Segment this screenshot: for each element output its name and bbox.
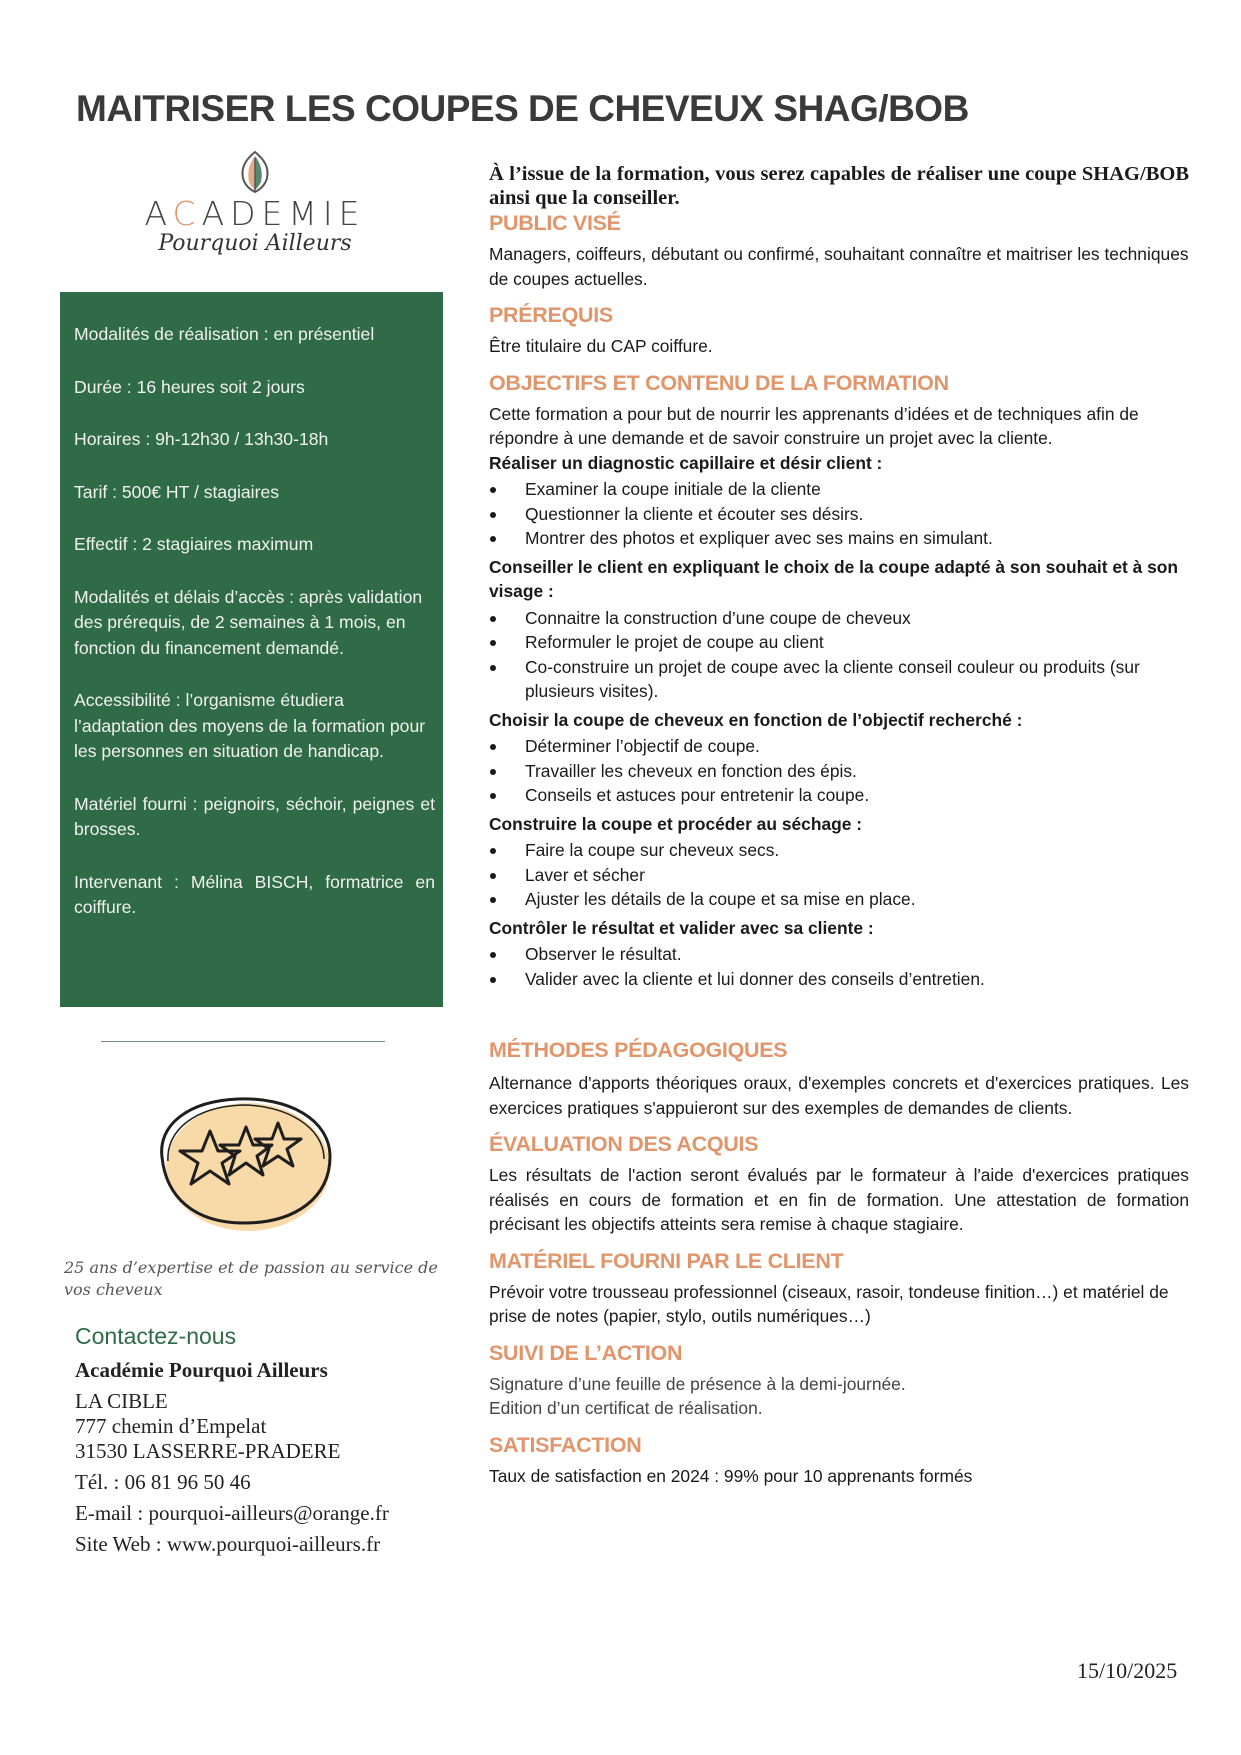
info-intervenant: Intervenant : Mélina BISCH, formatrice en coiffure. — [74, 871, 435, 917]
main-content — [489, 162, 1189, 1499]
contact-email[interactable]: E-mail : pourquoi-ailleurs@orange.fr — [75, 1501, 389, 1525]
contact-org: Académie Pourquoi Ailleurs — [75, 1358, 328, 1382]
section-suivi — [489, 1340, 1189, 1421]
materiel-text: Prévoir votre trousseau professionnel (ciseaux, rasoir, tondeuse finition…) et matériel de prise de notes (papier, stylo, outils numériques…) — [489, 1281, 1169, 1326]
list-item: Ajuster les détails de la coupe et sa mise en place. — [489, 887, 1189, 912]
list-item: Montrer des photos et expliquer avec ses mains en simulant. — [489, 526, 1189, 551]
contact-phone: Tél. : 06 81 96 50 46 — [75, 1470, 251, 1494]
objectif-list — [489, 942, 1189, 991]
info-horaires: Horaires : 9h-12h30 / 13h30-18h — [74, 429, 329, 449]
satisfaction-heading: SATISFACTION — [489, 1432, 642, 1457]
contact-address-1: LA CIBLE — [75, 1389, 168, 1413]
list-item: Laver et sécher — [489, 863, 1189, 888]
section-public — [489, 210, 1189, 291]
intro-text: À l’issue de la formation, vous serez capables de réaliser une coupe SHAG/BOB ainsi que la conseiller. — [489, 163, 1189, 209]
list-item: Conseils et astuces pour entretenir la coupe. — [489, 783, 1189, 808]
list-item: Déterminer l’objectif de coupe. — [489, 734, 1189, 759]
evaluation-heading: ÉVALUATION DES ACQUIS — [489, 1132, 759, 1156]
methodes-heading: MÉTHODES PÉDAGOGIQUES — [489, 1038, 788, 1062]
brand-subtitle: Pourquoi Ailleurs — [158, 231, 352, 256]
section-methodes — [489, 1037, 1189, 1120]
tagline: 25 ans d’expertise et de passion au service de vos cheveux — [64, 1258, 438, 1299]
objectifs-heading: OBJECTIFS ET CONTENU DE LA FORMATION — [489, 370, 949, 395]
objectif-group-title: Construire la coupe et procéder au séchage : — [489, 813, 863, 834]
suivi-heading: SUIVI DE L’ACTION — [489, 1340, 683, 1365]
info-panel — [60, 292, 443, 1007]
contact-address-2: 777 chemin d’Empelat — [75, 1414, 267, 1438]
info-modalites: Modalités de réalisation : en présentiel — [74, 324, 375, 344]
objectif-group-title: Contrôler le résultat et valider avec sa cliente : — [489, 917, 874, 938]
divider — [101, 1041, 385, 1042]
materiel-heading: MATÉRIEL FOURNI PAR LE CLIENT — [489, 1248, 844, 1273]
section-materiel — [489, 1248, 1189, 1329]
list-item: Connaitre la construction d’une coupe de cheveux — [489, 606, 1189, 631]
suivi-line-2: Edition d’un certificat de réalisation. — [489, 1398, 763, 1418]
brand-name: ACADEMIE — [144, 194, 366, 233]
satisfaction-text: Taux de satisfaction en 2024 : 99% pour 10 apprenants formés — [489, 1465, 973, 1486]
list-item: Questionner la cliente et écouter ses désirs. — [489, 502, 1189, 527]
list-item: Faire la coupe sur cheveux secs. — [489, 838, 1189, 863]
section-satisfaction — [489, 1432, 1189, 1489]
document-date: 15/10/2025 — [1077, 1658, 1178, 1683]
list-item: Travailler les cheveux en fonction des épis. — [489, 759, 1189, 784]
stars-illustration — [148, 1085, 338, 1240]
evaluation-text: Les résultats de l'action seront évalués par le formateur à l'aide d'exercices pratiques réalisés en cours de formation et en fin de formation. Une attestation de formation précisant les objectifs atteints sera remise à chaque stagiaire. — [489, 1165, 1189, 1234]
objectif-group-title: Conseiller le client en expliquant le choix de la coupe adapté à son souhait et à son visage : — [489, 556, 1179, 601]
methodes-text: Alternance d'apports théoriques oraux, d'exemples concrets et d'exercices pratiques. Les exercices pratiques s'appuieront sur des exemples de demandes de clients. — [489, 1073, 1189, 1118]
page-title: MAITRISER LES COUPES DE CHEVEUX SHAG/BOB — [76, 88, 969, 129]
info-delais: Modalités et délais d’accès : après validation des prérequis, de 2 semaines à 1 mois, en fonction du financement demandé. — [74, 586, 423, 658]
objectif-list — [489, 477, 1189, 551]
objectifs-intro: Cette formation a pour but de nourrir les apprenants d’idées et de techniques afin de répondre à une demande et de savoir construire un projet avec la cliente. — [489, 403, 1139, 448]
objectif-group-title: Choisir la coupe de cheveux en fonction de l’objectif recherché : — [489, 709, 1023, 730]
info-tarif: Tarif : 500€ HT / stagiaires — [74, 481, 280, 502]
list-item: Observer le résultat. — [489, 942, 1189, 967]
contact-block — [75, 1358, 389, 1557]
info-effectif: Effectif : 2 stagiaires maximum — [74, 534, 314, 554]
prerequis-heading: PRÉREQUIS — [489, 303, 613, 327]
suivi-line-1: Signature d’une feuille de présence à la demi-journée. — [489, 1373, 906, 1394]
prerequis-text: Être titulaire du CAP coiffure. — [489, 336, 713, 356]
section-objectifs — [489, 370, 1189, 992]
public-text: Managers, coiffeurs, débutant ou confirmé, souhaitant connaître et maitriser les techniques de coupes actuelles. — [489, 244, 1189, 289]
contact-address-3: 31530 LASSERRE-PRADERE — [75, 1439, 341, 1463]
objectif-group-title: Réaliser un diagnostic capillaire et désir client : — [489, 452, 883, 473]
public-heading: PUBLIC VISÉ — [489, 211, 621, 235]
list-item: Reformuler le projet de coupe au client — [489, 630, 1189, 655]
section-evaluation — [489, 1131, 1189, 1237]
list-item: Valider avec la cliente et lui donner des conseils d’entretien. — [489, 967, 1189, 992]
objectif-list — [489, 838, 1189, 912]
contact-website[interactable]: Site Web : www.pourquoi-ailleurs.fr — [75, 1532, 381, 1556]
leaf-icon — [237, 150, 273, 194]
contact-title: Contactez-nous — [75, 1323, 237, 1349]
info-duree: Durée : 16 heures soit 2 jours — [74, 376, 305, 397]
info-accessibilite: Accessibilité : l’organisme étudiera l’adaptation des moyens de la formation pour les personnes en situation de handicap. — [74, 690, 426, 761]
info-materiel: Matériel fourni : peignoirs, séchoir, peignes et brosses. — [74, 793, 435, 839]
objectif-list — [489, 734, 1189, 808]
section-prerequis — [489, 302, 1189, 359]
list-item: Co-construire un projet de coupe avec la cliente conseil couleur ou produits (sur plusieurs visites). — [489, 655, 1189, 704]
objectif-list — [489, 606, 1189, 704]
list-item: Examiner la coupe initiale de la cliente — [489, 477, 1189, 502]
academie-logo — [130, 150, 380, 280]
